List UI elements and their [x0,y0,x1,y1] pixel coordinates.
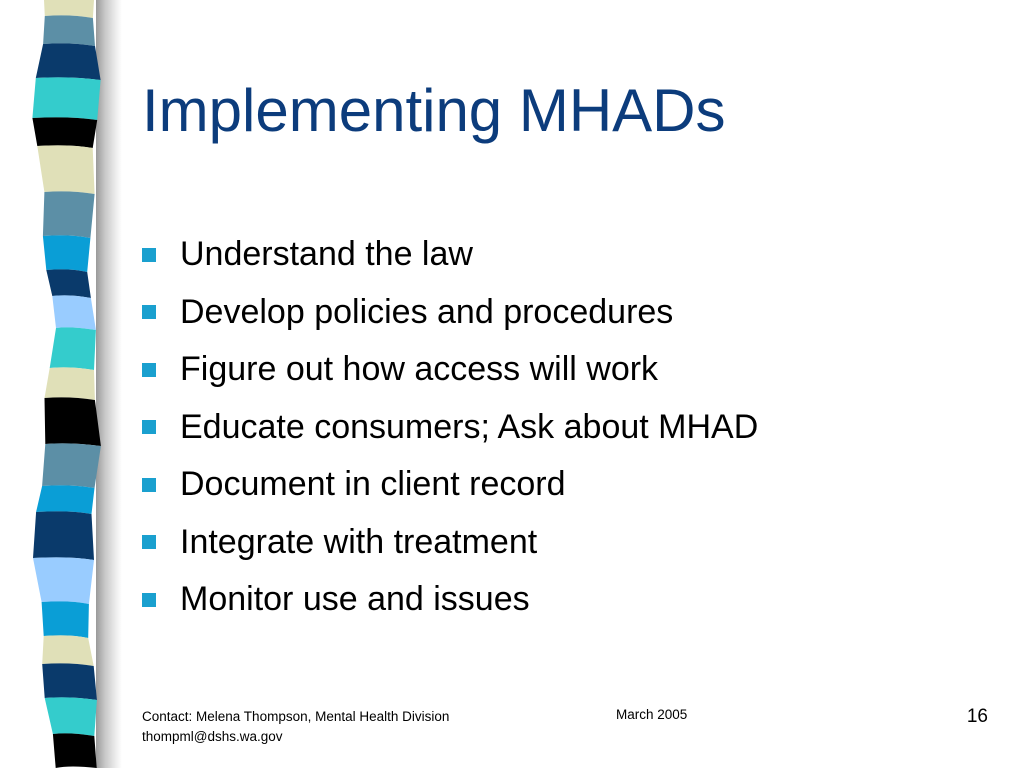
bullet-text: Educate consumers; Ask about MHAD [180,407,759,446]
bullet-item [142,456,758,514]
bullet-text: Monitor use and issues [180,580,530,619]
bullet-item [142,226,758,284]
stripe-band [42,443,101,488]
square-bullet-icon [142,593,156,607]
footer-contact-name: Contact: Melena Thompson, Mental Health Division [142,709,450,724]
bullet-text: Document in client record [180,465,566,504]
square-bullet-icon [142,535,156,549]
bullet-text: Integrate with treatment [180,522,538,561]
stripe-band [45,367,95,400]
slide-number: 16 [966,706,988,727]
bullet-text: Understand the law [180,235,473,274]
footer-contact [142,707,449,747]
footer-date: March 2005 [616,707,688,722]
square-bullet-icon [142,420,156,434]
stripe-band [36,485,94,514]
stripe-band [36,43,101,80]
stripe-band [46,269,91,298]
bullet-text: Figure out how access will work [180,350,659,389]
stripe-band [33,511,94,560]
stripe-band [50,327,96,370]
stripe-band [52,295,96,330]
stripe-band [45,397,101,446]
bullet-item [142,284,758,342]
stripe-band [42,601,89,638]
square-bullet-icon [142,363,156,377]
stripe-band [32,77,100,120]
stripe-band [42,663,97,700]
stripe-band [37,145,94,194]
bullet-list [142,226,758,629]
bullet-item [142,571,758,629]
bullet-text: Develop policies and procedures [180,292,674,331]
stripe-band [42,635,93,666]
square-bullet-icon [142,248,156,262]
footer-contact-email: thompml@dshs.wa.gov [142,729,283,744]
stripe-band [43,235,91,272]
square-bullet-icon [142,478,156,492]
stripe-band [33,557,94,604]
slide-title: Implementing MHADs [142,77,726,144]
bullet-item [142,341,758,399]
stripe-band [53,733,97,768]
stripe-band [43,191,95,238]
stripe-band [45,697,97,736]
stripe-band [32,117,97,148]
stripe-band [44,0,94,18]
bullet-item [142,399,758,457]
bullet-item [142,514,758,572]
square-bullet-icon [142,305,156,319]
stripe-band [43,15,95,46]
decorative-stripe-bar [0,0,120,768]
